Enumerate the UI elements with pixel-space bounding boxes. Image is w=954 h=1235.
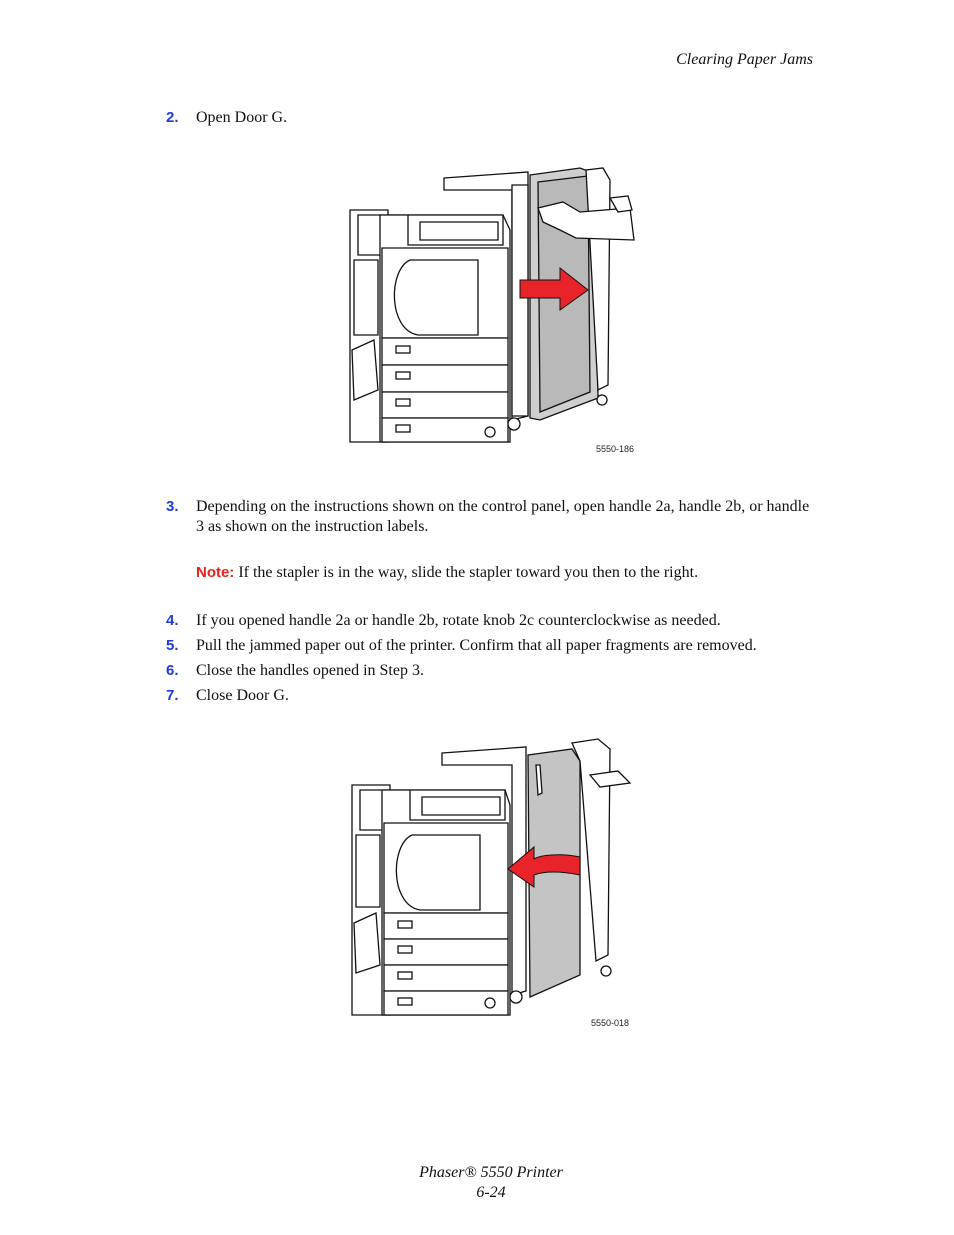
step-text: Pull the jammed paper out of the printer. Confirm that all paper fragments are removed. [196,637,757,654]
page-number: 6-24 [476,1184,506,1201]
step-number: 3. [166,498,179,515]
step-number: 6. [166,662,179,679]
step-number: 4. [166,612,179,629]
note [196,563,816,583]
printer-door-close-illustration [350,735,635,1017]
section-title: Clearing Paper Jams [676,51,813,68]
page-header [676,51,813,69]
step-text: If you opened handle 2a or handle 2b, rotate knob 2c counterclockwise as needed. [196,612,721,629]
figure-open-door-g [348,160,638,454]
product-name: Phaser® 5550 Printer [419,1164,563,1181]
step-text: Depending on the instructions shown on the control panel, open handle 2a, handle 2b, or handle 3 as shown on the instruction labels. [196,498,810,535]
footer-product [0,1164,954,1182]
step-text: Close the handles opened in Step 3. [196,662,424,679]
step-number: 2. [166,109,179,126]
figure-close-door-g [350,735,635,1028]
step-text: Open Door G. [196,109,288,126]
note-label: Note: [196,564,235,581]
printer-door-open-illustration [348,160,638,445]
step-number: 7. [166,687,179,704]
step-text: Close Door G. [196,687,289,704]
footer-page [0,1184,954,1202]
figure-id: 5550-018 [591,1018,630,1028]
note-text: If the stapler is in the way, slide the stapler toward you then to the right. [234,564,699,581]
step-number: 5. [166,637,179,654]
figure-id: 5550-186 [596,444,635,454]
